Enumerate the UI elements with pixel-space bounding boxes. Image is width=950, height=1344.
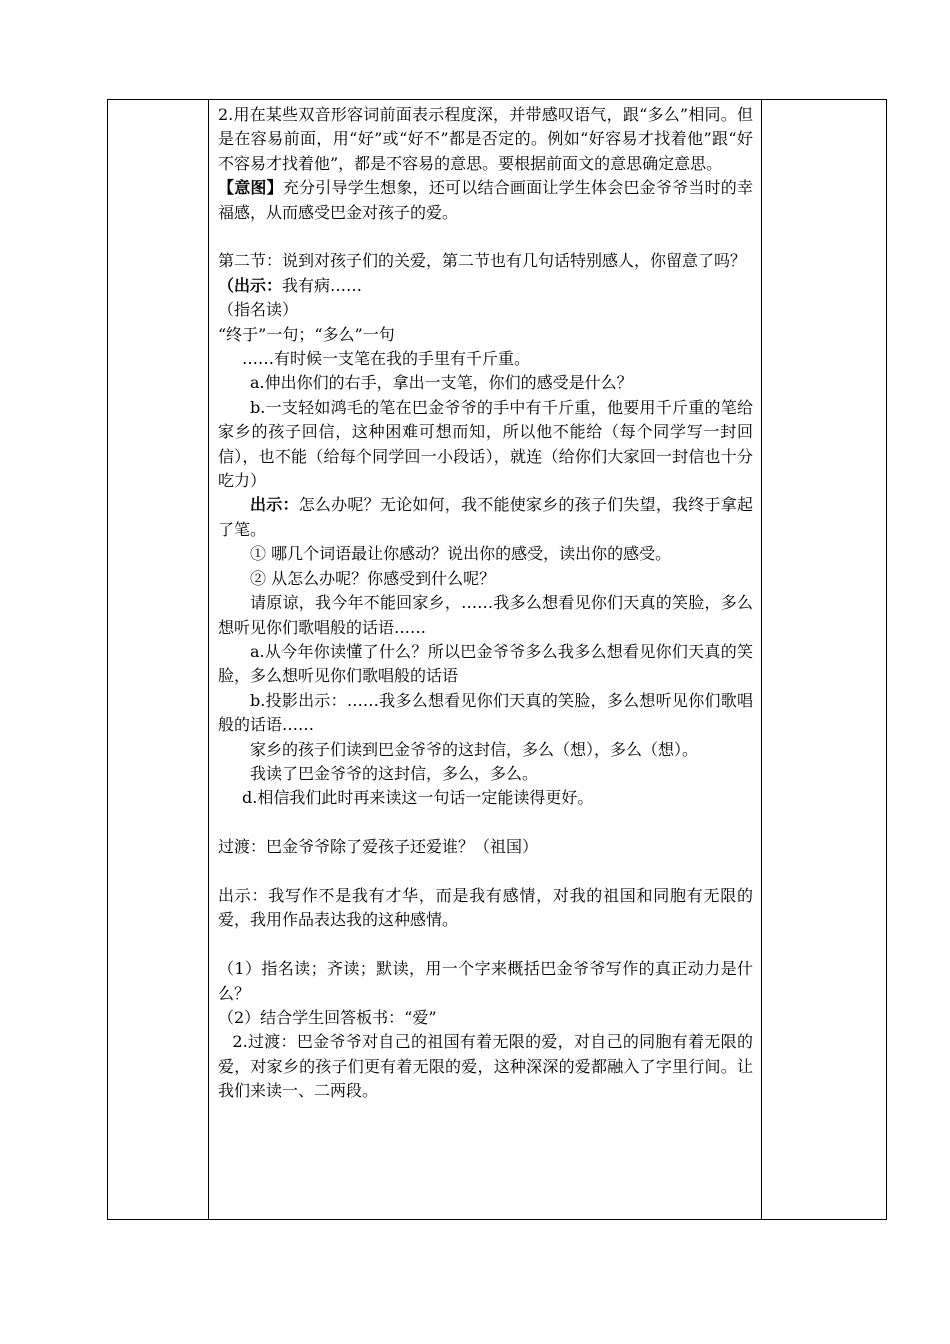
paragraph: ② 从怎么办呢？你感受到什么呢？ <box>250 568 496 588</box>
bold-label: （出示： <box>218 275 283 295</box>
paragraph: 2.用在某些双音形容词前面表示程度深，并带感叹语气，跟“多么”相同。但是在容易前面，用“好”或“好不”都是否定的。例如“好容易才找着他”跟“好不容易才找着他”，都是不容易的意思。要根据前面文的意思确定意思。 <box>218 105 753 173</box>
paragraph: d.相信我们此时再来读这一句话一定能读得更好。 <box>242 788 594 808</box>
blank-line <box>218 860 753 884</box>
bold-label: 【意图】 <box>218 178 283 198</box>
paragraph: ① 哪几个词语最让你感动？说出你的感受，读出你的感受。 <box>250 544 672 564</box>
paragraph: b.投影出示：……我多么想看见你们天真的笑脸，多么想听见你们歌唱般的话语…… <box>218 690 753 735</box>
bold-label: 出示： <box>250 495 299 515</box>
paragraph: 请原谅，我今年不能回家乡，……我多么想看见你们天真的笑脸，多么想听见你们歌唱般的话语…… <box>218 593 753 637</box>
right-column-cell <box>762 100 886 1219</box>
paragraph: b.一支轻如鸿毛的笔在巴金爷爷的手中有千斤重，他要用千斤重的笔给家乡的孩子回信，这种困难可想而知，所以他不能给（每个同学写一封回信），也不能（给每个同学回一小段话），就连（给你们大家回一封信也十分吃力） <box>218 397 753 491</box>
paragraph: 出示：我写作不是我有才华，而是我有感情，对我的祖国和同胞有无限的爱，我用作品表达我的这种感情。 <box>218 885 753 930</box>
left-column-cell <box>108 100 209 1219</box>
paragraph: “终于”一句；“多么”一句 <box>218 324 395 344</box>
paragraph: 过渡：巴金爷爷除了爱孩子还爱谁？（祖国） <box>218 837 539 857</box>
blank-line <box>218 225 753 249</box>
lesson-plan-table <box>107 99 887 1220</box>
main-content-cell <box>209 100 762 1219</box>
paragraph: （出示：我有病…… <box>218 275 363 295</box>
paragraph: a.从今年你读懂了什么？所以巴金爷爷多么我多么想看见你们天真的笑脸，多么想听见你们歌唱般的话语 <box>218 641 753 686</box>
paragraph: （指名读） <box>218 300 299 320</box>
paragraph: 家乡的孩子们读到巴金爷爷的这封信，多么（想），多么（想）。 <box>250 739 699 759</box>
paragraph: a.伸出你们的右手，拿出一支笔，你们的感受是什么？ <box>250 373 633 393</box>
paragraph: 第二节：说到对孩子们的关爱，第二节也有几句话特别感人，你留意了吗？ <box>218 251 747 271</box>
paragraph: 【意图】充分引导学生想象，还可以结合画面让学生体会巴金爷爷当时的幸福感，从而感受巴金对孩子的爱。 <box>218 178 753 222</box>
paragraph: 出示：怎么办呢？无论如何，我不能使家乡的孩子们失望，我终于拿起了笔。 <box>218 495 753 539</box>
blank-line <box>218 933 753 957</box>
paragraph: 2.过渡：巴金爷爷对自己的祖国有着无限的爱，对自己的同胞有着无限的爱，对家乡的孩子们更有着无限的爱，这种深深的爱都融入了字里行间。让我们来读一、二两段。 <box>218 1032 753 1101</box>
paragraph: ……有时候一支笔在我的手里有千斤重。 <box>242 349 531 369</box>
blank-line <box>218 811 753 835</box>
paragraph: （1）指名读；齐读；默读，用一个字来概括巴金爷爷写作的真正动力是什么？ <box>218 959 753 1003</box>
paragraph: 我读了巴金爷爷的这封信，多么，多么。 <box>250 763 539 783</box>
paragraph: （2）结合学生回答板书：“爱” <box>218 1007 437 1027</box>
